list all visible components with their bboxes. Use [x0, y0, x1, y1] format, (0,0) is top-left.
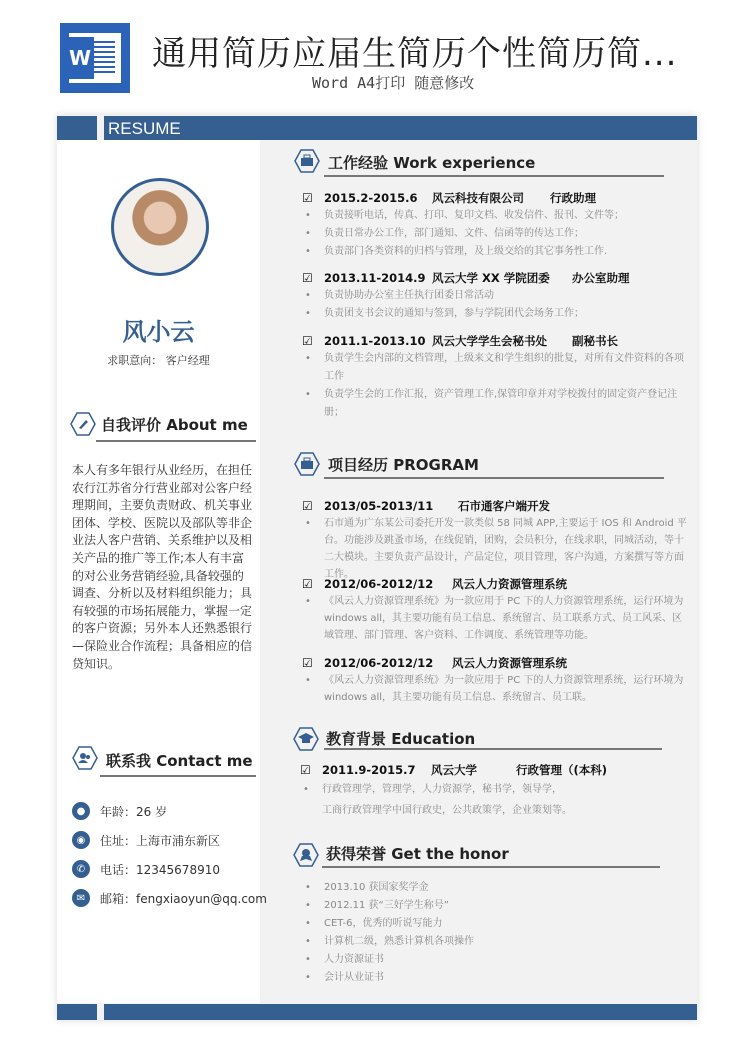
email-icon: ✉	[72, 889, 90, 907]
contact-heading: 联系我 Contact me	[106, 752, 253, 770]
entry-date: 2012/06-2012/12	[324, 656, 434, 670]
honor-item: 人力资源证书	[324, 954, 384, 965]
contact-age	[72, 802, 167, 820]
contact-email	[72, 889, 267, 907]
work-entry: ☑ 2015.2-2015.6 风云科技有限公司 行政助理 • 负责接听电话，传真、打印、复印文档、收发信件、报刊、文件等； • 负责日常办公工作，部门通知、文件、信函等的传达工作； • 负责部门各类资料的归档与管理，及上级交给的其它事务性工作.	[302, 189, 687, 261]
project-entry: ☑ 2012/06-2012/12 风云人力资源管理系统 • 《风云人力资源管理系统》为一款应用于 PC 下的人力资源管理系统，运行环境为 windows all，其主要功能有员工信息、系统留言、员工联。	[302, 654, 687, 706]
job-intent: 求职意向： 客户经理	[107, 354, 210, 367]
entry-bullet: 负责学生会内部的文档管理，上级来文和学生组织的批复，对所有文件资料的各项工作	[324, 353, 684, 382]
honor-item: 会计从业证书	[324, 972, 384, 983]
briefcase-icon	[294, 149, 320, 173]
entry-date: 2011.1-2013.10	[324, 334, 426, 348]
divider	[322, 866, 660, 868]
entry-date: 2013.11-2014.9	[324, 271, 426, 285]
projects-heading: 项目经历 PROGRAM	[328, 456, 479, 474]
entry-org: 风云大学 XX 学院团委	[432, 271, 550, 285]
edit-icon	[70, 412, 96, 436]
checkbox-icon: ☑	[302, 271, 313, 285]
age-icon: ●	[72, 802, 90, 820]
project-icon	[294, 452, 320, 476]
education-heading: 教育背景 Education	[326, 730, 476, 748]
entry-bullet: 《风云人力资源管理系统》为一款应用于 PC 下的人力资源管理系统，运行环境为 windows all，其主要功能有员工信息、系统留言、员工联。	[324, 675, 684, 703]
graduation-cap-icon	[293, 727, 319, 751]
honor-item: CET-6，优秀的听说写能力	[324, 918, 443, 929]
work-entry: ☑ 2011.1-2013.10 风云大学学生会秘书处 副秘书长 • 负责学生会内部的文档管理，上级来文和学生组织的批复，对所有文件资料的各项工作 • 负责学生会的工作汇报，资产管理工作,保管印章并对学校拨付的固定资产登记注册；	[302, 332, 687, 422]
entry-role: 办公室助理	[572, 271, 630, 285]
about-text: 本人有多年银行从业经历，在担任农行江苏省分行营业部对公客户经理期间，主要负责财政、机关事业团体、学校、医院以及部队等非企业法人客户营销、关系维护以及相关产品的推广等工作;本人有丰富的对公业务营销经验,具备较强的调查、分析以及材料组织能力；具有较强的市场拓展能力，掌握一定的客户资源；另外本人还熟悉银行—保险业合作流程；具备相应的信贷知识。	[72, 463, 253, 671]
entry-name: 风云人力资源管理系统	[452, 577, 567, 591]
contact-text: 电话：12345678910	[100, 862, 220, 877]
honors-heading: 获得荣誉 Get the honor	[326, 845, 509, 863]
entry-org: 风云大学学生会秘书处	[432, 334, 547, 348]
document-subtitle: Word A4打印 随意修改	[312, 74, 475, 92]
entry-bullet: 负责接听电话，传真、打印、复印文档、收发信件、报刊、文件等；	[324, 210, 624, 221]
entry-bullet: 负责学生会的工作汇报，资产管理工作,保管印章并对学校拨付的固定资产登记注册；	[324, 389, 678, 418]
resume-banner: RESUME	[104, 116, 697, 140]
entry-bullet: 负责协助办公室主任执行团委日常活动	[324, 290, 494, 301]
work-heading: 工作经验 Work experience	[328, 154, 536, 172]
divider	[324, 175, 664, 177]
honor-item: 计算机二级，熟悉计算机各项操作	[324, 936, 474, 947]
honor-item: 2012.11 获“三好学生称号”	[324, 900, 449, 911]
checkbox-icon: ☑	[302, 577, 313, 591]
checkbox-icon: ☑	[302, 191, 313, 205]
location-icon: ◉	[72, 831, 90, 849]
entry-role: 副秘书长	[572, 334, 618, 348]
contact-text: 邮箱：fengxiaoyun@qq.com	[100, 891, 267, 906]
divider	[100, 775, 256, 777]
entry-org: 风云科技有限公司	[432, 191, 524, 205]
contact-icon	[72, 746, 98, 770]
project-entry: ☑ 2013/05-2013/11 石市通客户端开发 • 石市通为广东某公司委托开发一款类似 58 同城 APP,主要运于 IOS 和 Android 平台。功能涉及跳蚤市场，在线促销，团购，会员积分，在线求职，同城活动，等十二大模块。主要负责产品设计，产品定位，项目管理，客户沟通，方案撰写等方面工作。	[302, 497, 687, 583]
award-icon	[293, 843, 319, 867]
entry-date: 2011.9-2015.7	[322, 763, 416, 777]
document-title: 通用简历应届生简历个性简历简...	[152, 34, 678, 74]
entry-school: 风云大学	[431, 763, 477, 777]
entry-date: 2012/06-2012/12	[324, 577, 434, 591]
word-logo-icon	[60, 23, 130, 93]
entry-bullet: 负责团支书会议的通知与签到，参与学院团代会场务工作；	[324, 308, 584, 319]
entry-bullet: 负责部门各类资料的归档与管理，及上级交给的其它事务性工作.	[324, 246, 608, 257]
header-bar-block	[57, 116, 97, 140]
checkbox-icon: ☑	[300, 763, 311, 777]
phone-icon: ✆	[72, 860, 90, 878]
divider	[324, 477, 664, 479]
checkbox-icon: ☑	[302, 334, 313, 348]
entry-name: 石市通客户端开发	[458, 499, 550, 513]
honors-list: • 2013.10 获国家奖学金 • 2012.11 获“三好学生称号” • CET-6，优秀的听说写能力 • 计算机二级，熟悉计算机各项操作 • 人力资源证书 • 会计从业证书	[302, 879, 687, 987]
entry-role: 行政助理	[550, 191, 596, 205]
contact-address	[72, 831, 220, 849]
education-entry: ☑ 2011.9-2015.7 风云大学 行政管理（(本科) • 行政管理学，管理学，人力资源学，秘书学，领导学， 工商行政管理学中国行政史，公共政策学，企业策划等。	[300, 761, 685, 821]
divider	[96, 440, 256, 442]
divider	[324, 748, 662, 750]
work-entry: ☑ 2013.11-2014.9 风云大学 XX 学院团委 办公室助理 • 负责协助办公室主任执行团委日常活动 • 负责团支书会议的通知与签到，参与学院团代会场务工作；	[302, 269, 687, 323]
checkbox-icon: ☑	[302, 656, 313, 670]
word-logo-letter: W	[66, 37, 94, 79]
entry-bullet: 工商行政管理学中国行政史，公共政策学，企业策划等。	[322, 805, 572, 816]
project-entry: ☑ 2012/06-2012/12 风云人力资源管理系统 • 《风云人力资源管理系统》为一款应用于 PC 下的人力资源管理系统，运行环境为 windows all，其主要功能有员工信息、系统留言、员工联系方式、员工风采、区域管理、部门管理、客户资料、工作调度、系统管理等功能。	[302, 575, 687, 644]
contact-text: 住址：上海市浦东新区	[100, 833, 221, 848]
footer-bar-block	[57, 1004, 97, 1020]
avatar-photo	[111, 178, 209, 276]
entry-bullet: 负责日常办公工作，部门通知、文件、信函等的传达工作；	[324, 228, 584, 239]
checkbox-icon: ☑	[302, 499, 313, 513]
contact-text: 年龄：26 岁	[100, 804, 168, 819]
entry-date: 2013/05-2013/11	[324, 499, 434, 513]
entry-bullet: 行政管理学，管理学，人力资源学，秘书学，领导学，	[322, 784, 562, 795]
entry-date: 2015.2-2015.6	[324, 191, 418, 205]
about-heading: 自我评价 About me	[101, 416, 248, 434]
contact-phone	[72, 860, 220, 878]
entry-bullet: 石市通为广东某公司委托开发一款类似 58 同城 APP,主要运于 IOS 和 Android 平台。功能涉及跳蚤市场，在线促销，团购，会员积分，在线求职，同城活动，等十二大模块。主要负责产品设计，产品定位，项目管理，客户沟通，方案撰写等方面工作。	[324, 518, 687, 580]
entry-bullet: 《风云人力资源管理系统》为一款应用于 PC 下的人力资源管理系统，运行环境为 windows all，其主要功能有员工信息、系统留言、员工联系方式、员工风采、区域管理、部门管理、客户资料、工作调度、系统管理等功能。	[324, 596, 684, 641]
entry-major: 行政管理（(本科)	[516, 763, 608, 777]
entry-name: 风云人力资源管理系统	[452, 656, 567, 670]
honor-item: 2013.10 获国家奖学金	[324, 882, 429, 893]
footer-bar	[104, 1004, 697, 1020]
candidate-name: 风小云	[122, 318, 195, 346]
